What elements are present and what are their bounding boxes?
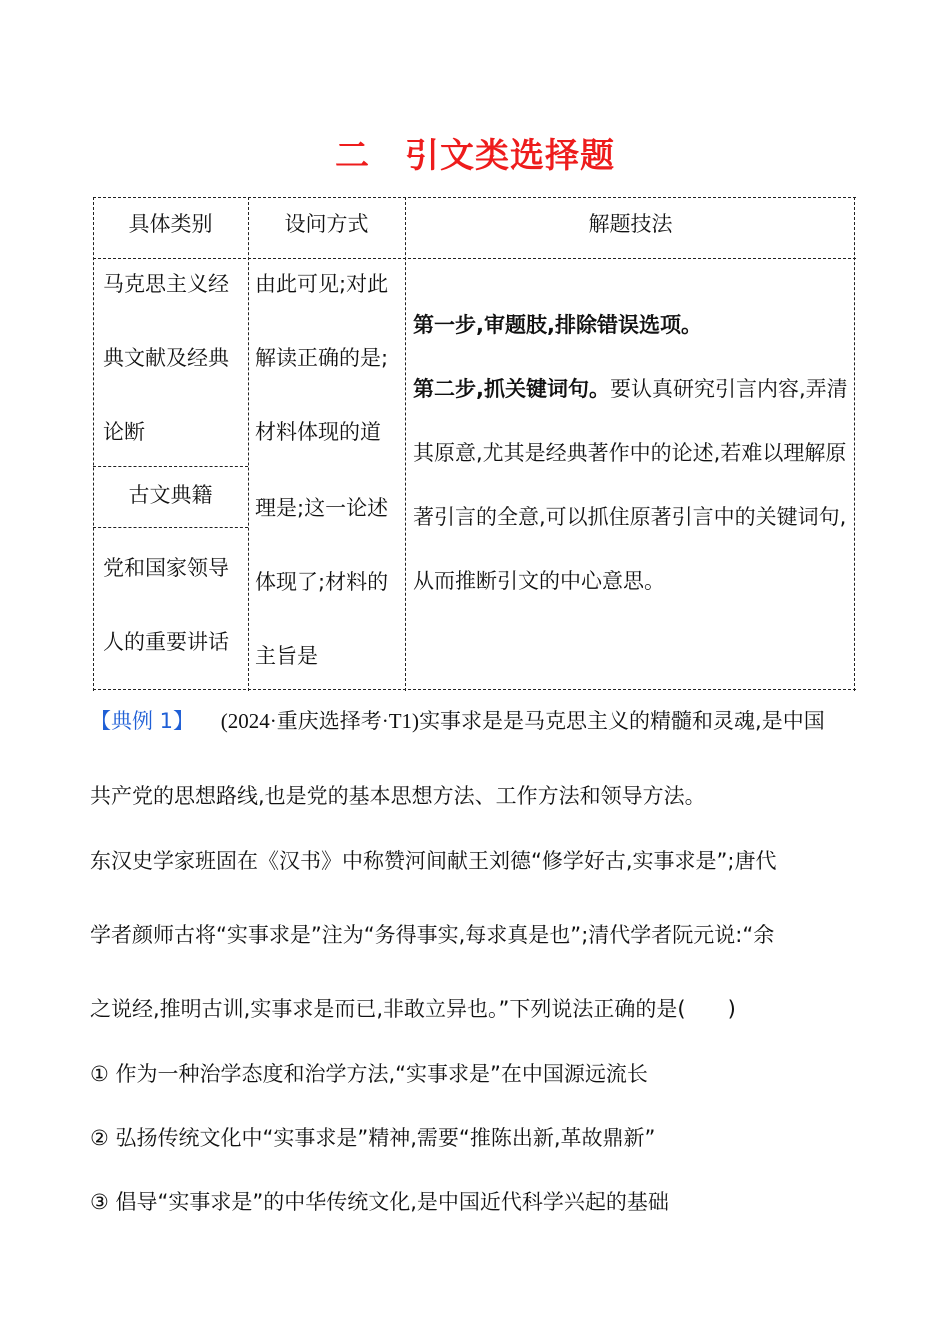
section-title: 二 引文类选择题 [335, 136, 615, 176]
example-label: 【典例 1】 [90, 709, 195, 733]
step-two-heading: 第二步,抓关键词句。 [413, 377, 610, 401]
technique-text [413, 293, 853, 613]
option-3: ③ 倡导“实事求是”的中华传统文化,是中国近代科学兴起的基础 [90, 1190, 669, 1214]
example-line-4: 学者颜师古将“实事求是”注为“务得事实,每求真是也”;清代学者阮元说:“余 [90, 923, 775, 947]
example-line-5: 之说经,推明古训,实事求是而已,非敢立异也。”下列说法正确的是( ) [90, 997, 736, 1021]
category-cell-2: 古文典籍 [128, 483, 213, 507]
category-cell-1-line-3: 论断 [103, 420, 145, 444]
question-line-5: 体现了;材料的 [255, 570, 389, 594]
category-cell-3-line-2: 人的重要讲话 [103, 630, 229, 654]
table-border-left [93, 197, 94, 691]
header-question: 设问方式 [284, 212, 369, 236]
question-line-1: 由此可见;对此 [255, 272, 389, 296]
step-one: 第一步,审题肢,排除错误选项。 [413, 313, 702, 337]
example-line-3: 东汉史学家班固在《汉书》中称赞河间献王刘德“修学好古,实事求是”;唐代 [90, 849, 777, 873]
question-line-6: 主旨是 [255, 644, 318, 668]
table-border-right [854, 197, 855, 691]
table-border-bottom [93, 689, 856, 690]
example-source: (2024·重庆选择考·T1) [220, 709, 420, 733]
option-1: ① 作为一种治学态度和治学方法,“实事求是”在中国源远流长 [90, 1062, 648, 1086]
category-cell-3-line-1: 党和国家领导 [103, 556, 229, 580]
question-line-3: 材料体现的道 [255, 420, 381, 444]
category-cell-1-line-1: 马克思主义经 [103, 272, 229, 296]
technique-table [93, 197, 856, 691]
example-line-1-text: 实事求是是马克思主义的精髓和灵魂,是中国 [419, 709, 825, 733]
step-two-text: 要认真研究引言内容,弄清其原意,尤其是经典著作中的论述,若难以理解原著引言的全意,可以抓住原著引言中的关键词句,从而推断引文的中心意思。 [413, 377, 848, 593]
question-line-4: 理是;这一论述 [255, 496, 389, 520]
example-line-2: 共产党的思想路线,也是党的基本思想方法、工作方法和领导方法。 [90, 784, 706, 808]
question-line-2: 解读正确的是; [255, 346, 389, 370]
option-2: ② 弘扬传统文化中“实事求是”精神,需要“推陈出新,革故鼎新” [90, 1126, 656, 1150]
header-category: 具体类别 [128, 212, 213, 236]
category-cell-1-line-2: 典文献及经典 [103, 346, 229, 370]
table-col-divider-2 [405, 197, 406, 691]
table-col-divider-1 [248, 197, 249, 691]
example-line-1 [90, 705, 860, 735]
header-technique: 解题技法 [588, 212, 673, 236]
